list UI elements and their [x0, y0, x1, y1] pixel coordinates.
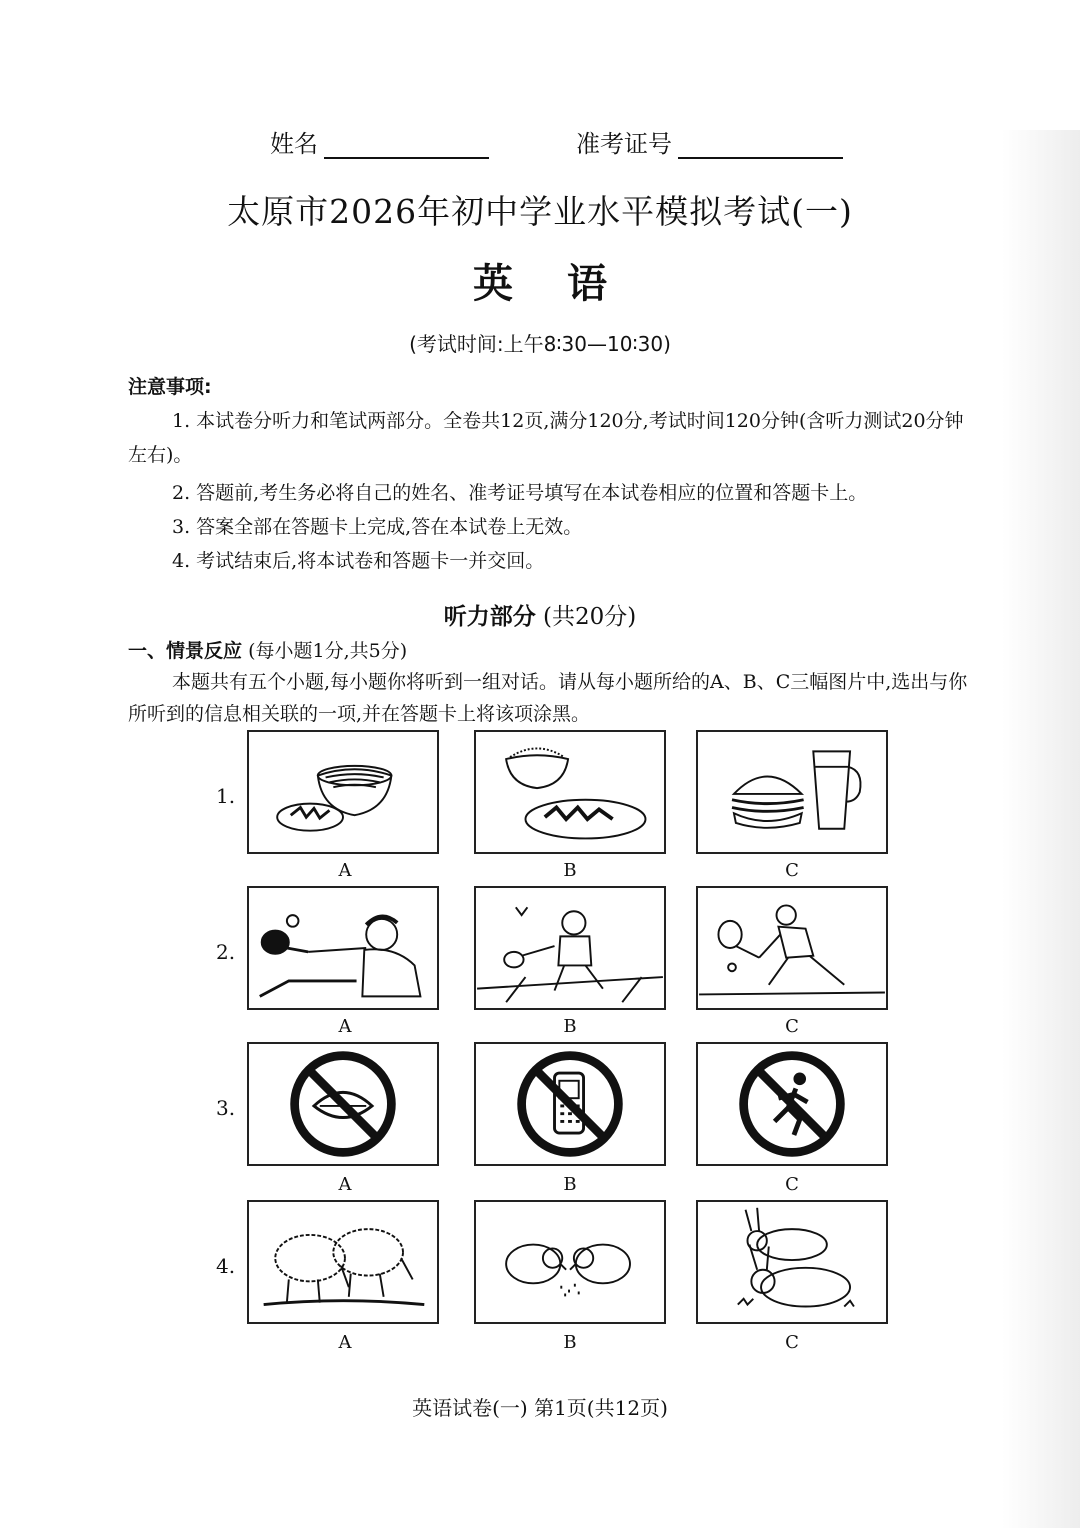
option-label-c: C	[785, 860, 799, 881]
q4-option-b-image[interactable]	[474, 1200, 666, 1324]
notice-item-2: 2. 答题前,考生务必将自己的姓名、准考证号填写在本试卷相应的位置和答题卡上。	[172, 482, 868, 504]
no-running-sign-icon	[698, 1044, 886, 1164]
q1-option-c-image[interactable]	[696, 730, 888, 854]
chicks-icon	[476, 1202, 664, 1322]
part-instructions: 本题共有五个小题,每小题你将听到一组对话。请从每小题所给的A、B、C三幅图片中,选出与你所听到的信息相关联的一项,并在答题卡上将该项涂黑。	[128, 671, 968, 725]
option-label-a: A	[338, 860, 352, 881]
tennis-icon	[698, 888, 886, 1008]
badminton-icon	[476, 888, 664, 1008]
notice-item-1: 1. 本试卷分听力和笔试两部分。全卷共12页,满分120分,考试时间120分钟(含听力测试20分钟左右)。	[128, 410, 964, 466]
page-footer: 英语试卷(一) 第1页(共12页)	[412, 1396, 668, 1420]
option-label-c: C	[785, 1174, 799, 1195]
option-label-b: B	[563, 1174, 577, 1195]
name-field	[270, 124, 489, 159]
part-one-title	[128, 636, 407, 663]
part-title: 一、情景反应	[128, 640, 243, 662]
question-number: 4.	[216, 1254, 236, 1278]
rabbits-icon	[698, 1202, 886, 1322]
option-label-c: C	[785, 1332, 799, 1353]
question-number: 3.	[216, 1096, 236, 1120]
q3-option-c-image[interactable]	[696, 1042, 888, 1166]
q2-option-a-image[interactable]	[247, 886, 439, 1010]
q4-option-c-image[interactable]	[696, 1200, 888, 1324]
option-label-c: C	[785, 1016, 799, 1037]
part-score: (每小题1分,共5分)	[248, 640, 408, 662]
no-phone-sign-icon	[476, 1044, 664, 1164]
q1-option-b-image[interactable]	[474, 730, 666, 854]
q3-option-b-image[interactable]	[474, 1042, 666, 1166]
q2-option-c-image[interactable]	[696, 886, 888, 1010]
exam-id-label: 准考证号	[576, 130, 672, 158]
section-title: 听力部分	[443, 604, 536, 630]
exam-time: (考试时间:上午8∶30—10∶30)	[409, 332, 671, 356]
q1-option-a-image[interactable]	[247, 730, 439, 854]
name-label: 姓名	[270, 130, 318, 158]
option-label-a: A	[338, 1174, 352, 1195]
notice-item-4: 4. 考试结束后,将本试卷和答题卡一并交回。	[172, 550, 545, 572]
name-blank[interactable]	[324, 129, 489, 159]
subject-title: 英语	[473, 261, 661, 307]
option-label-a: A	[338, 1016, 352, 1037]
notice-item-3: 3. 答案全部在答题卡上完成,答在本试卷上无效。	[172, 516, 583, 538]
question-number: 1.	[216, 784, 236, 808]
exam-id-blank[interactable]	[678, 129, 843, 159]
exam-id-field	[576, 124, 843, 159]
option-label-b: B	[563, 1016, 577, 1037]
exam-title: 太原市2026年初中学业水平模拟考试(一)	[227, 192, 853, 231]
noodles-icon	[249, 732, 437, 852]
sheep-icon	[249, 1202, 437, 1322]
option-label-a: A	[338, 1332, 352, 1353]
burger-drink-icon	[698, 732, 886, 852]
candidate-fields	[270, 124, 870, 164]
q2-option-b-image[interactable]	[474, 886, 666, 1010]
q3-option-a-image[interactable]	[247, 1042, 439, 1166]
listening-section-title	[0, 598, 1080, 631]
ping-pong-icon	[249, 888, 437, 1008]
question-number: 2.	[216, 940, 236, 964]
section-score: (共20分)	[543, 604, 637, 630]
notice-title: 注意事项:	[128, 376, 212, 398]
q4-option-a-image[interactable]	[247, 1200, 439, 1324]
rice-dish-icon	[476, 732, 664, 852]
option-label-b: B	[563, 860, 577, 881]
no-littering-sign-icon	[249, 1044, 437, 1164]
option-label-b: B	[563, 1332, 577, 1353]
